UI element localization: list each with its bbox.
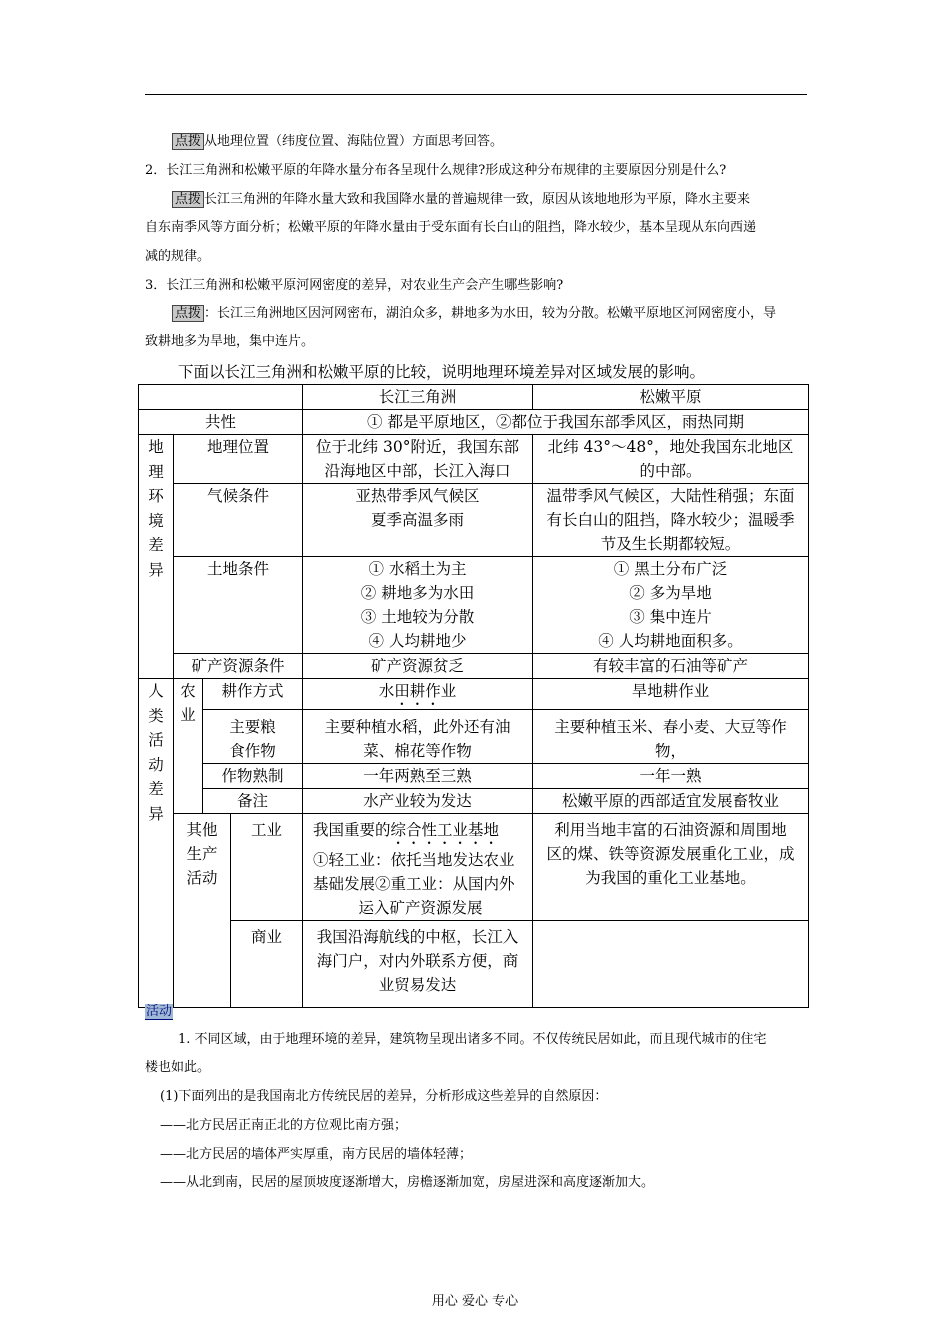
farming-row	[139, 679, 809, 710]
crops-yangtze: 主要种植水稻，此外还有油 菜、棉花等作物	[303, 710, 533, 764]
other-group-label: 其他生产活动	[174, 814, 231, 1008]
hint-paragraph-3-line-2: 致耕地多为旱地，集中连片。	[145, 334, 315, 349]
climate-label: 气候条件	[174, 484, 303, 557]
ripening-yangtze: 一年两熟至三熟	[303, 764, 533, 789]
activity-heading	[145, 1003, 173, 1021]
crops-label: 主要粮 食作物	[203, 710, 303, 764]
mineral-yangtze: 矿产资源贫乏	[303, 654, 533, 679]
hint-text: ：长江三角洲地区因河网密布，湖泊众多，耕地多为水田，较为分散。松嫩平原地区河网密度小，导	[204, 306, 777, 321]
commerce-label: 商业	[231, 921, 303, 1008]
commerce-row	[139, 921, 809, 1008]
note-row	[139, 789, 809, 814]
comparison-table	[138, 384, 809, 1008]
activity-label: 活动	[146, 1004, 173, 1019]
ripening-row	[139, 764, 809, 789]
common-value: ① 都是平原地区，②都位于我国东部季风区，雨热同期	[303, 410, 809, 435]
activity-item-3: ——从北到南，民居的屋顶坡度逐渐增大，房檐逐渐加宽，房屋进深和高度逐渐加大。	[160, 1175, 655, 1190]
hint-text: 从地理位置（纬度位置、海陆位置）方面思考回答。	[204, 134, 504, 149]
industry-songnen: 利用当地丰富的石油资源和周围地 区的煤、铁等资源发展重化工业，成 为我国的重化工业基地。	[533, 814, 809, 921]
location-songnen: 北纬 43°～48°，地处我国东北地区 的中部。	[533, 435, 809, 484]
mineral-row	[139, 654, 809, 679]
agri-group-label: 农业	[174, 679, 203, 814]
human-group-label: 人类活动差异	[139, 679, 174, 1008]
farming-songnen: 旱地耕作业	[533, 679, 809, 710]
land-row	[139, 557, 809, 654]
table-intro: 下面以长江三角洲和松嫩平原的比较，说明地理环境差异对区域发展的影响。	[178, 363, 706, 381]
activity-item-2: ——北方民居的墙体严实厚重，南方民居的墙体轻薄；	[160, 1147, 473, 1162]
climate-songnen: 温带季风气候区，大陆性稍强；东面 有长白山的阻挡，降水较少；温暖季 节及生长期都较短。	[533, 484, 809, 557]
location-yangtze: 位于北纬 30°附近，我国东部 沿海地区中部，长江入海口	[303, 435, 533, 484]
header-rule	[145, 94, 807, 95]
common-row	[139, 410, 809, 435]
hint-paragraph-2-line-2: 自东南季风等方面分析；松嫩平原的年降水量由于受东面有长白山的阻挡，降水较少，基本呈现从东向西递	[145, 220, 757, 235]
question-2: 2．长江三角洲和松嫩平原的年降水量分布各呈现什么规律?形成这种分布规律的主要原因分别是什么?	[145, 163, 727, 178]
note-yangtze: 水产业较为发达	[303, 789, 533, 814]
land-songnen: ① 黑土分布广泛 ② 多为旱地 ③ 集中连片 ④ 人均耕地面积多。	[533, 557, 809, 654]
header-empty-cell	[139, 385, 303, 410]
header-songnen-plain: 松嫩平原	[533, 385, 809, 410]
commerce-songnen	[533, 921, 809, 1008]
mineral-songnen: 有较丰富的石油等矿产	[533, 654, 809, 679]
hint-paragraph-2-line-1	[172, 191, 750, 209]
activity-paragraph-line-1: 1. 不同区域，由于地理环境的差异，建筑物呈现出诸多不同。不仅传统民居如此，而且现代城市的住宅	[178, 1032, 767, 1047]
location-label: 地理位置	[174, 435, 303, 484]
hint-label: 点拨	[172, 191, 204, 208]
crops-row	[139, 710, 809, 764]
location-row	[139, 435, 809, 484]
hint-paragraph-1	[172, 133, 503, 151]
farming-yangtze: 水田耕作业	[303, 679, 533, 710]
climate-yangtze: 亚热带季风气候区 夏季高温多雨	[303, 484, 533, 557]
climate-row	[139, 484, 809, 557]
hint-label: 点拨	[172, 133, 204, 150]
note-songnen: 松嫩平原的西部适宜发展畜牧业	[533, 789, 809, 814]
geo-group-label: 地理环境差异	[139, 435, 174, 679]
hint-paragraph-2-line-3: 减的规律。	[145, 249, 211, 264]
land-yangtze: ① 水稻土为主 ② 耕地多为水田 ③ 土地较为分散 ④ 人均耕地少	[303, 557, 533, 654]
hint-label: 点拨	[172, 305, 204, 322]
farming-label: 耕作方式	[203, 679, 303, 710]
industry-label: 工业	[231, 814, 303, 921]
commerce-yangtze: 我国沿海航线的中枢，长江入 海门户，对内外联系方便，商 业贸易发达	[303, 921, 533, 1008]
activity-question-1: (1)下面列出的是我国南北方传统民居的差异，分析形成这些差异的自然原因：	[160, 1089, 608, 1104]
common-label: 共性	[139, 410, 303, 435]
hint-text: 长江三角洲的年降水量大致和我国降水量的普遍规律一致，原因从该地地形为平原，降水主要来	[204, 192, 751, 207]
crops-songnen: 主要种植玉米、春小麦、大豆等作 物，	[533, 710, 809, 764]
ripening-label: 作物熟制	[203, 764, 303, 789]
land-label: 土地条件	[174, 557, 303, 654]
table-header-row	[139, 385, 809, 410]
hint-paragraph-3-line-1	[172, 305, 776, 323]
header-yangtze-delta: 长江三角洲	[303, 385, 533, 410]
activity-item-1: ——北方民居正南正北的方位观比南方强；	[160, 1118, 408, 1133]
activity-paragraph-line-2: 楼也如此。	[145, 1060, 211, 1075]
page-footer: 用心 爱心 专心	[431, 1294, 519, 1309]
mineral-label: 矿产资源条件	[174, 654, 303, 679]
question-3: 3．长江三角洲和松嫩平原河网密度的差异，对农业生产会产生哪些影响?	[145, 278, 564, 293]
industry-row	[139, 814, 809, 921]
ripening-songnen: 一年一熟	[533, 764, 809, 789]
industry-yangtze: 我国重要的综合性工业基地 ①轻工业：依托当地发达农业 基础发展②重工业：从国内外 运入矿产资源发展	[303, 814, 533, 921]
note-label: 备注	[203, 789, 303, 814]
